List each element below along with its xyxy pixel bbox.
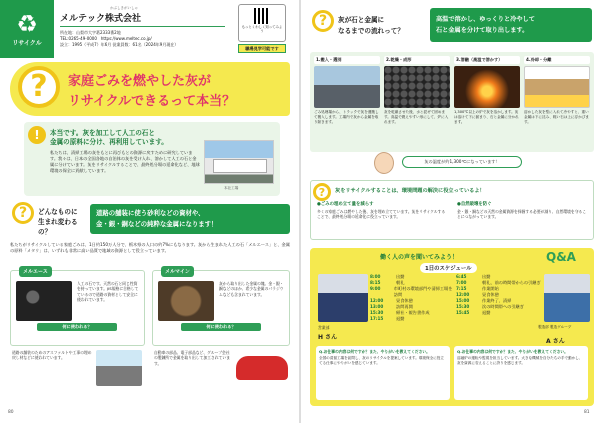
worker2-a: 溶融炉の運転や監視を担当しています。大きな機械を自分たちの手で動かし、灰を資源に変えることに誇りを感じます。 xyxy=(457,356,583,366)
answer-title-1: 本当です。灰を加工して人工の石と xyxy=(50,129,155,137)
step1-label: 1.搬入・選別 xyxy=(314,56,380,64)
qa-label: Q&A xyxy=(546,250,576,264)
company-tel: TEL:0265-49-0000 https://www.meltec.co.jp/ xyxy=(60,36,152,41)
q2-body: 私たちがリサイクルしている家庭ごみは、1日約150万人分で、栃木県の人口の約7%にもなります。灰から生まれた人工の石「メルエース」と、金属の原料「メタリ」は、いずれも非常に高い品質で地域の資源として役立っています。 xyxy=(10,242,290,253)
company-address: 所在地：山梨市大字葛2333番2地 xyxy=(60,30,121,35)
worker1-role: 営業部 xyxy=(318,325,330,330)
q2-question xyxy=(10,200,90,238)
worker1-a: 全国の清掃工場を訪問し、灰のリサイクルを提案しています。環境保全に役立てる仕事にやりがいを感じています。 xyxy=(319,356,444,366)
product-card-2 xyxy=(152,270,290,346)
exclaim-icon: ! xyxy=(28,126,46,144)
qr-block[interactable] xyxy=(238,4,286,42)
schedule-row: 15:00 作業終了、清掃 xyxy=(456,298,512,303)
q2-answer-2: 金・銀・銅などの純粋な金属になります！ xyxy=(96,220,218,228)
step3-label: 3.溶融（高温で溶かす） xyxy=(454,56,520,64)
worker1-name: H さん xyxy=(318,334,338,341)
schedule-row: 15:30 次の時間帯への引継ぎ xyxy=(456,304,524,309)
product-card-1 xyxy=(10,270,145,346)
road-illustration xyxy=(96,350,142,386)
q2-answer-1: 道路の舗装に使う砂利などの資材や、 xyxy=(96,209,205,217)
step4-diagram xyxy=(524,66,590,108)
schedule-row: 6:45 出勤 xyxy=(456,274,491,279)
question-small-icon-3: ? xyxy=(313,183,331,201)
left-page xyxy=(0,0,298,423)
product1-title: メルエース xyxy=(19,266,52,277)
answer-body: 私たちは、清掃工場の灰をもとに再びもとの資源に戻すために研究しています。我々は、日本の全国各地の自治体の灰を受け入れ、溶かして人工の石と金属に分けています。灰をリサイクルすることで、最終処分場の延命化など、地球環境の保全に貢献しています。 xyxy=(50,150,200,173)
env-right-title: ●自然破壊を防ぐ xyxy=(457,202,492,207)
step-4 xyxy=(524,56,590,126)
schedule-row: 8:15 朝礼 xyxy=(370,280,405,285)
step1-photo xyxy=(314,66,380,108)
product1-photo xyxy=(16,281,72,321)
step4-body: 溶かした灰を型に入れて冷やすと、重い金属は下に沈み、軽い石は上に浮かびます。 xyxy=(524,110,589,125)
voice-section xyxy=(310,248,594,406)
step-3 xyxy=(454,56,520,126)
right-page xyxy=(302,0,600,423)
q2-answer xyxy=(90,204,290,234)
q3-question xyxy=(310,6,430,44)
worker2-schedule xyxy=(456,274,542,316)
q3-answer-1: 高温で溶かし、ゆっくりと冷やして xyxy=(436,16,535,23)
question-small-icon: ? xyxy=(12,202,34,224)
schedule-row: 8:00 出勤 xyxy=(370,274,405,279)
q2-title-2: 生まれ変わるの？ xyxy=(38,218,78,236)
use1-body: 道路の舗装のためのアスファルトや工事の埋め戻し材などに使われています。 xyxy=(12,350,92,361)
page-number-right: 81 xyxy=(584,410,590,415)
env-left-body: 多くの家庭ごみは燃やした後、灰を埋め立てています。灰をリサイクルすることで、最終処分場の延命化に役立っています。 xyxy=(317,209,446,220)
kids-illustration xyxy=(374,152,394,174)
env-left-title: ●ごみの埋め立て量を減らす xyxy=(317,202,374,207)
company-name: メルテック株式会社 xyxy=(60,11,225,27)
worker1-schedule xyxy=(370,274,454,322)
answer-title-2: 金属の原料に分け、再利用しています。 xyxy=(50,138,168,146)
worker2-role: 製造部 製造グループ xyxy=(538,325,572,329)
product1-body: 人工の石です。天然の石と同じ性質を持っています。JIS規格に合格してているので道路の資材として安全に使われています。 xyxy=(77,281,139,303)
use-label-2: 何に使われる？ xyxy=(181,323,261,331)
q2-title-1: どんなものに xyxy=(38,208,78,216)
step1-body: ごみ処理場から、トラックで灰を運搬して搬入します。工場内で灰から金属を取り除きます。 xyxy=(314,110,379,125)
worker1-qa xyxy=(316,346,450,400)
qr-code-icon xyxy=(254,8,270,24)
q3-title-2: なるまでの流れって？ xyxy=(338,27,404,35)
step2-body: 灰を乾燥させた後、水と混ぜて固めます。高温で燃えやすい形にして、炉に入れます。 xyxy=(384,110,449,125)
q3-title-1: 灰が石と金属に xyxy=(338,16,385,24)
q3-answer xyxy=(430,8,592,42)
worker2-photo xyxy=(544,274,590,322)
recycle-label: リサイクル xyxy=(12,39,42,47)
step4-label: 4.冷却・分離 xyxy=(524,56,590,64)
use-label-1: 何に使われる？ xyxy=(37,323,117,331)
schedule-row: 7:00 朝礼、前の時間帯からの引継ぎ xyxy=(456,280,541,285)
worker1-photo xyxy=(318,274,368,322)
worker2-q: Q.お仕事の内容は何ですか？また、やりがいを教えてください。 xyxy=(457,349,568,354)
schedule-row: 15:45 退勤 xyxy=(456,310,491,315)
product2-body: 灰から取り出した金属の塊。金・銀・銅などのほか、希少な金属のパラジウムなども含まれています。 xyxy=(219,281,284,297)
voice-title: 働く人の声を聞いてみよう！ xyxy=(380,254,459,261)
use2-body: 自動車の部品、電子部品など、グループ会社の製錬所で金属を取り出して加工されています。 xyxy=(154,350,230,366)
car-illustration xyxy=(236,356,288,380)
env-right-body: 金・銀・銅などの天然の金属資源を採掘する必要が減り、自然環境を守ることにつながっています。 xyxy=(457,209,587,220)
product2-photo xyxy=(158,281,214,321)
headline-line1: 家庭ごみを燃やした灰が xyxy=(68,74,212,89)
q4-block xyxy=(310,180,594,240)
schedule-row: 7:15 作業開始 xyxy=(456,286,499,291)
visit-label: 職場見学可能です xyxy=(238,44,286,53)
headline-line2: リサイクルできるって本当？ xyxy=(68,94,236,109)
company-ruby: かぶしきがいしゃ xyxy=(110,6,138,10)
schedule-title: 1日のスケジュール xyxy=(420,263,477,273)
photo-caption: 本社工場 xyxy=(224,186,239,190)
headline-block xyxy=(10,62,290,116)
worker2-name: A さん xyxy=(546,338,565,345)
question-small-icon-2: ? xyxy=(312,10,334,32)
factory-photo xyxy=(204,140,274,184)
worker2-qa xyxy=(454,346,588,400)
answer-card xyxy=(24,122,280,196)
step3-photo xyxy=(454,66,520,108)
q3-answer-2: 石と金属を分けて取り出します。 xyxy=(436,27,529,34)
schedule-row: 12:00 昼食休憩 xyxy=(456,292,499,297)
schedule-row: 13:00 訪問再開 xyxy=(370,304,413,309)
schedule-row: 9:00 市町村の環境部門や清掃工場を訪問 xyxy=(370,286,453,297)
step2-label: 2.乾燥・成形 xyxy=(384,56,450,64)
schedule-row: 17:15 退勤 xyxy=(370,316,405,321)
step-1 xyxy=(314,56,380,126)
schedule-row: 12:00 昼食休憩 xyxy=(370,298,413,303)
page-gutter xyxy=(299,0,301,423)
page-number-left: 80 xyxy=(8,410,14,415)
speech-bubble: 灰の温度が約1,300℃になっています！ xyxy=(402,156,522,168)
recycle-icon: ♻ xyxy=(16,9,38,38)
q4-title: 灰をリサイクルすることは、環境問題の解決に役立っているよ！ xyxy=(335,188,485,194)
schedule-row: 15:30 帰社・報告書作成 xyxy=(370,310,430,315)
qr-caption: もっとくわしく知ってみよう xyxy=(241,25,283,34)
product2-title: メルマイン xyxy=(161,266,194,277)
step3-body: 1,300℃以上の炉で灰を溶かします。灰は溶けて下に溜まり、石と金属に分かれます。 xyxy=(454,110,519,125)
worker1-q: Q.お仕事の内容は何ですか？また、やりがいを教えてください。 xyxy=(319,349,430,354)
company-block xyxy=(60,6,225,48)
question-icon: ? xyxy=(18,66,60,108)
company-extra: 設立：1995（平成7）年6月 従業員数：61名（2024年9月現在） xyxy=(60,42,179,47)
recycle-badge xyxy=(0,0,54,58)
step-2 xyxy=(384,56,450,126)
step2-photo xyxy=(384,66,450,108)
